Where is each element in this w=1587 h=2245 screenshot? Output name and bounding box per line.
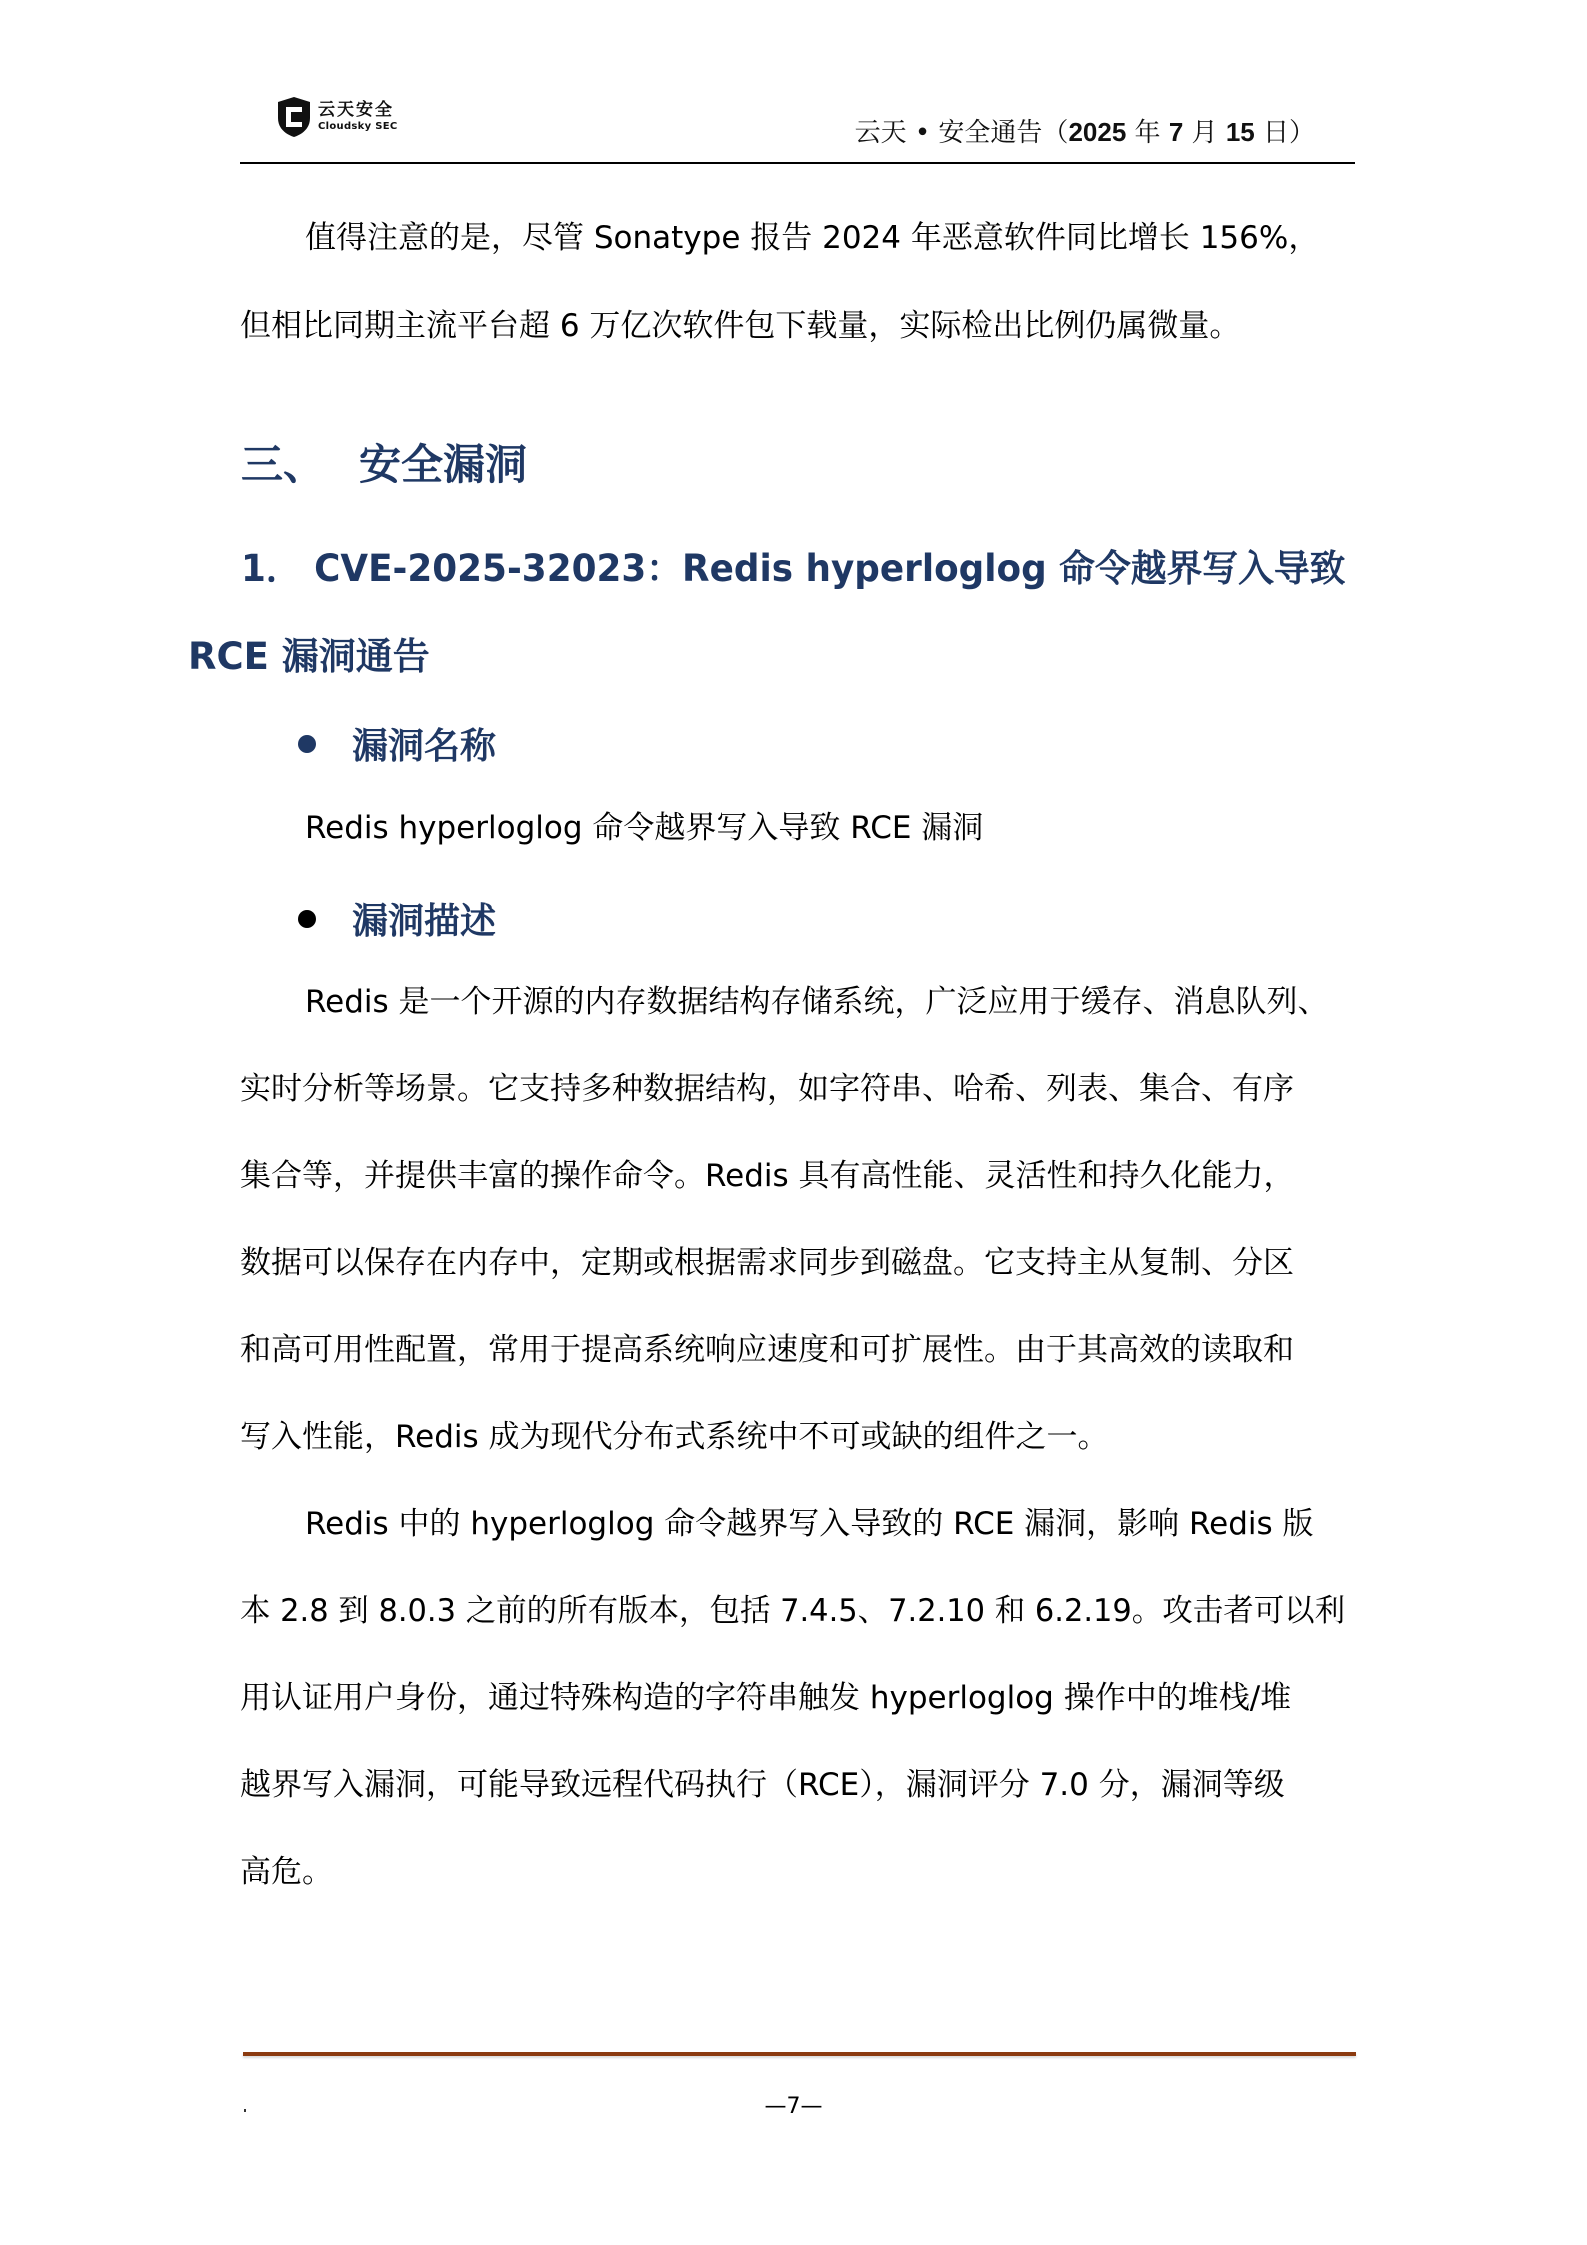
desc-para2-line: 本 2.8 到 8.0.3 之前的所有版本，包括 7.4.5、7.2.10 和 6.2.19。攻击者可以利	[240, 1593, 1346, 1629]
desc-para1-line: 实时分析等场景。它支持多种数据结构，如字符串、哈希、列表、集合、有序	[240, 1071, 1294, 1107]
header-month-unit: 月	[1183, 118, 1226, 148]
bullet-icon	[298, 735, 316, 753]
shield-logo-icon	[276, 96, 312, 138]
vuln-name: Redis hyperloglog 命令越界写入导致 RCE 漏洞	[305, 810, 984, 846]
intro-line: 值得注意的是，尽管 Sonatype 报告 2024 年恶意软件同比增长 156%，	[305, 220, 1320, 256]
desc-para1-line: 写入性能，Redis 成为现代分布式系统中不可或缺的组件之一。	[240, 1419, 1109, 1455]
desc-para1-line: 集合等，并提供丰富的操作命令。Redis 具有高性能、灵活性和持久化能力，	[240, 1158, 1295, 1194]
header-year-unit: 年	[1126, 118, 1169, 148]
vuln-name-heading: 漏洞名称	[352, 726, 497, 767]
footer-rule	[243, 2052, 1356, 2056]
subsection-heading-line2: RCE 漏洞通告	[188, 635, 430, 678]
section-heading	[241, 432, 527, 492]
vuln-desc-heading: 漏洞描述	[352, 901, 497, 942]
desc-para2-line: Redis 中的 hyperloglog 命令越界写入导致的 RCE 漏洞，影响 Redis 版	[305, 1506, 1314, 1542]
bullet-icon	[298, 910, 316, 928]
page-header	[240, 90, 1355, 164]
logo-text-cn: 云天安全	[318, 100, 394, 120]
desc-para2-line: 高危。	[240, 1854, 333, 1890]
subsection-heading-line1: 1． CVE-2025-32023：Redis hyperloglog 命令越界写入导致	[241, 547, 1346, 590]
section-number: 三、	[241, 440, 326, 489]
vuln-desc-heading-row	[298, 893, 496, 944]
cloudsky-logo	[276, 96, 398, 138]
header-year: 2025	[1068, 117, 1127, 147]
section-title: 安全漏洞	[359, 440, 528, 489]
header-title-prefix: 云天 • 安全通告（	[854, 118, 1069, 148]
desc-para1-line: Redis 是一个开源的内存数据结构存储系统，广泛应用于缓存、消息队列、	[305, 984, 1329, 1020]
page-number: —7—	[764, 2094, 823, 2119]
header-day: 15	[1225, 117, 1255, 147]
intro-line: 但相比同期主流平台超 6 万亿次软件包下载量，实际检出比例仍属微量。	[240, 308, 1241, 344]
desc-para2-line: 用认证用户身份，通过特殊构造的字符串触发 hyperloglog 操作中的堆栈/堆	[240, 1680, 1292, 1716]
desc-para1-line: 和高可用性配置，常用于提高系统响应速度和可扩展性。由于其高效的读取和	[240, 1332, 1294, 1368]
logo-text-en: Cloudsky SEC	[318, 121, 398, 132]
vuln-name-heading-row	[298, 718, 496, 769]
header-title	[855, 112, 1315, 149]
header-day-unit: 日）	[1254, 118, 1315, 148]
header-month: 7	[1168, 117, 1184, 147]
desc-para1-line: 数据可以保存在内存中，定期或根据需求同步到磁盘。它支持主从复制、分区	[240, 1245, 1294, 1281]
desc-para2-line: 越界写入漏洞，可能导致远程代码执行（RCE），漏洞评分 7.0 分，漏洞等级	[240, 1767, 1285, 1803]
